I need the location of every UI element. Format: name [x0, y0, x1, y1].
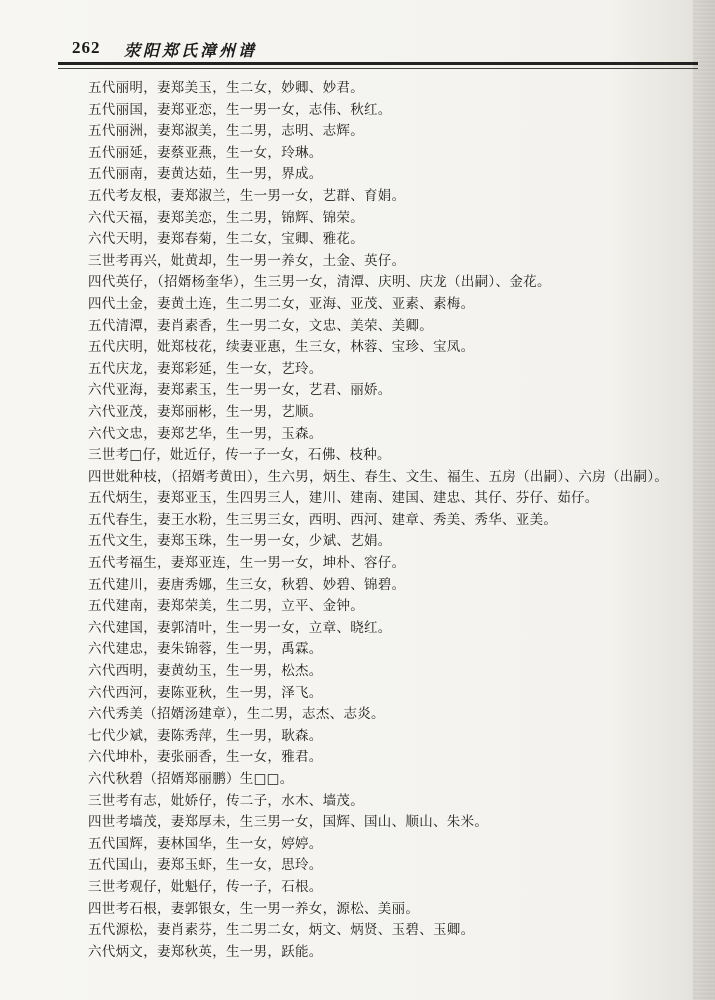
- genealogy-entry: 六代秀美（招婿汤建章），生二男，志杰、志炎。: [88, 706, 385, 723]
- genealogy-entry: 四世考石根，妻郭银女，生一男一养女，源松、美丽。: [88, 900, 420, 917]
- genealogy-entry: 五代春生，妻王水粉，生三男三女，西明、西河、建章、秀美、秀华、亚美。: [88, 511, 558, 528]
- page-edge-shadow: [693, 0, 715, 1000]
- genealogy-entry: 三世考观仔，妣魁仔，传一子，石根。: [88, 878, 323, 895]
- genealogy-entry: 五代源松，妻肖素芬，生二男二女，炳文、炳贤、玉碧、玉卿。: [88, 922, 475, 939]
- genealogy-entry: 六代建忠，妻朱锦蓉，生一男，禹霖。: [88, 641, 323, 658]
- genealogy-entry: 六代建国，妻郭清叶，生一男一女，立章、晓红。: [88, 619, 392, 636]
- genealogy-entry: 六代亚茂，妻郑丽彬，生一男，艺顺。: [88, 403, 323, 420]
- genealogy-entry: 六代西明，妻黄幼玉，生一男，松杰。: [88, 663, 323, 680]
- genealogy-entry: 五代清潭，妻肖素香，生一男二女，文忠、美荣、美卿。: [88, 317, 433, 334]
- genealogy-entry: 五代丽洲，妻郑淑美，生二男，志明、志辉。: [88, 123, 364, 140]
- genealogy-entry: 六代西河，妻陈亚秋，生一男，泽飞。: [88, 684, 323, 701]
- genealogy-entry: 六代秋碧（招婿郑丽鹏）生□□。: [88, 771, 294, 787]
- genealogy-entry: 五代丽明，妻郑美玉，生二女，妙卿、妙君。: [88, 80, 364, 96]
- genealogy-entries: [88, 78, 688, 963]
- page-number: 262: [72, 38, 101, 57]
- book-title: 荥阳郑氏漳州谱: [124, 41, 258, 60]
- genealogy-entry: 五代庆明，妣郑枝花，续妻亚惠，生三女，林蓉、宝珍、宝凤。: [88, 339, 475, 356]
- genealogy-entry: 五代建南，妻郑荣美，生二男，立平、金钟。: [88, 598, 364, 615]
- genealogy-entry: 六代亚海，妻郑素玉，生一男一女，艺君、丽娇。: [88, 382, 392, 399]
- genealogy-entry: 六代炳文，妻郑秋英，生一男，跃能。: [88, 943, 323, 960]
- genealogy-entry: 五代丽国，妻郑亚恋，生一男一女，志伟、秋红。: [88, 101, 392, 118]
- genealogy-entry: 六代天明，妻郑春菊，生二女，宝卿、雅花。: [88, 231, 364, 248]
- genealogy-entry: 五代炳生，妻郑亚玉，生四男三人，建川、建南、建国、建忠、其仔、芬仔、茹仔。: [88, 490, 599, 507]
- genealogy-entry: 六代天福，妻郑美恋，生二男，锦辉、锦荣。: [88, 209, 364, 226]
- genealogy-entry: 三世考□仔，妣近仔，传一子一女，石佛、枝种。: [88, 447, 391, 464]
- header-rule-thick: [58, 62, 698, 65]
- genealogy-entry: 五代庆龙，妻郑彩延，生一女，艺玲。: [88, 360, 323, 377]
- genealogy-entry: 五代国山，妻郑玉虾，生一女，思玲。: [88, 857, 323, 874]
- genealogy-entry: 三世考有志，妣娇仔，传二子，水木、墙茂。: [88, 792, 364, 809]
- genealogy-entry: 五代文生，妻郑玉珠，生一男一女，少斌、艺娟。: [88, 533, 392, 550]
- header-rule-thin: [58, 68, 698, 69]
- genealogy-entry: 三世考再兴，妣黄却，生一男一养女，土金、英仔。: [88, 252, 406, 269]
- genealogy-entry: 四代土金，妻黄土连，生二男二女，亚海、亚茂、亚素、素梅。: [88, 295, 475, 312]
- genealogy-entry: 五代考友根，妻郑淑兰，生一男一女，艺群、育娟。: [88, 187, 406, 204]
- genealogy-entry: 七代少斌，妻陈秀萍，生一男，耿森。: [88, 727, 323, 744]
- genealogy-entry: 五代考福生，妻郑亚连，生一男一女，坤朴、容仔。: [88, 555, 406, 572]
- genealogy-entry: 五代丽延，妻蔡亚燕，生一女，玲琳。: [88, 144, 323, 161]
- genealogy-entry: 六代坤朴，妻张丽香，生一女，雅君。: [88, 749, 323, 766]
- genealogy-entry: 四代英仔，（招婿杨奎华），生三男一女，清潭、庆明、庆龙（出嗣）、金花。: [88, 274, 551, 291]
- genealogy-entry: 五代丽南，妻黄达茹，生一男，界成。: [88, 166, 323, 183]
- genealogy-entry: 五代国辉，妻林国华，生一女，婷婷。: [88, 835, 323, 852]
- genealogy-entry: 四世妣种枝，（招婿考黄田），生六男，炳生、春生、文生、福生、五房（出嗣）、六房（出嗣）。: [88, 468, 669, 485]
- genealogy-entry: 五代建川，妻唐秀娜，生三女，秋碧、妙碧、锦碧。: [88, 576, 406, 593]
- genealogy-entry: 六代文忠，妻郑艺华，生一男，玉森。: [88, 425, 323, 442]
- genealogy-entry: 四世考墙茂，妻郑厚未，生三男一女，国辉、国山、顺山、朱米。: [88, 814, 489, 831]
